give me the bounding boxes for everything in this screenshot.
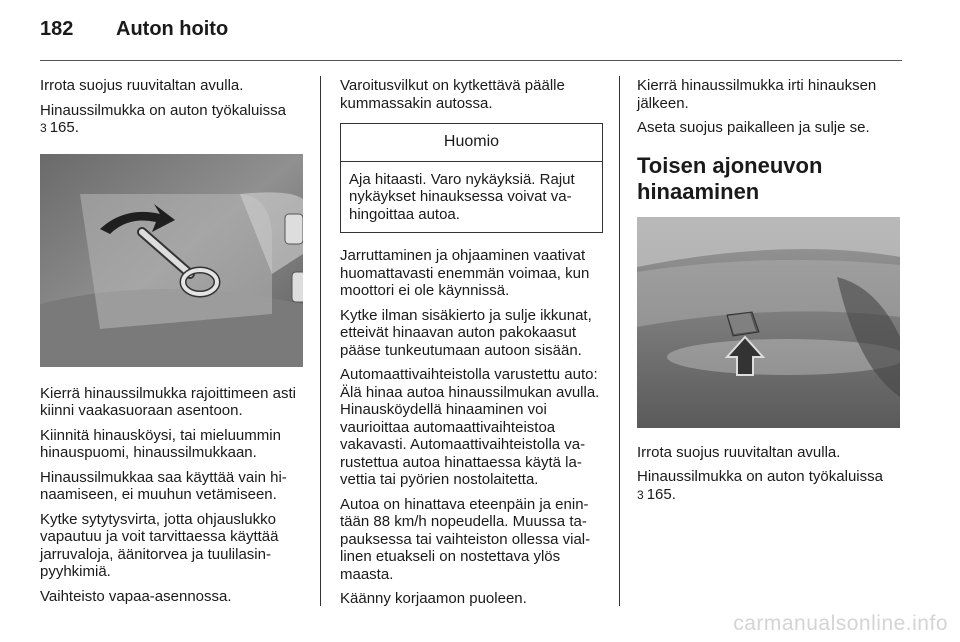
paragraph xyxy=(40,102,306,138)
paragraph: Kierrä hinaussilmukka irti hinauksen jälkeen. xyxy=(637,77,877,112)
notice-title: Huomio xyxy=(341,124,602,162)
paragraph: Irrota suojus ruuvitaltan avulla. xyxy=(40,77,244,94)
page-reference-link[interactable]: 165. xyxy=(49,119,79,136)
watermark: carmanualsonline.info xyxy=(733,612,948,635)
column-3 xyxy=(637,77,903,511)
paragraph-text: Hinaussilmukka on auton työkaluissa xyxy=(637,468,883,485)
column-divider-1 xyxy=(320,76,321,606)
paragraph: Kytke sytytysvirta, jotta ohjauslukko vapautuu ja voit tarvittaessa käyttää jarruvaloja, äänitorvea ja tuulilasin-pyyhkimiä. xyxy=(40,510,279,580)
paragraph: Varoitusvilkut on kytkettävä päälle kummassakin autossa. xyxy=(340,77,565,112)
page-reference-icon: 3 xyxy=(637,487,644,502)
notice-box xyxy=(340,123,603,233)
paragraph: Vaihteisto vapaa-asennossa. xyxy=(40,587,232,605)
paragraph xyxy=(637,468,903,504)
paragraph: Automaattivaihteistolla varustettu auto: Älä hinaa autoa hinaussilmukan avulla. Hinausköydellä hinaaminen voi vaurioittaa automaattivaihteistoa vakavasti. Automaattivaihteistolla va-rustettua autoa hinattaessa käytä la-vettia tai pyörien nostolaitetta. xyxy=(340,366,600,488)
paragraph: Käänny korjaamon puoleen. xyxy=(340,590,527,607)
paragraph: Irrota suojus ruuvitaltan avulla. xyxy=(637,443,841,461)
paragraph: Hinaussilmukkaa saa käyttää vain hi-naamiseen, ei muuhun vetämiseen. xyxy=(40,468,287,503)
tow-eye-illustration xyxy=(40,154,303,367)
page-reference-icon: 3 xyxy=(40,121,47,135)
paragraph: Kierrä hinaussilmukka rajoittimeen asti kiinni vaakasuoraan asentoon. xyxy=(40,384,296,419)
page-title: Auton hoito xyxy=(116,18,229,40)
page-reference-link[interactable]: 165. xyxy=(646,485,676,503)
paragraph: Jarruttaminen ja ohjaaminen vaativat huomattavasti enemmän voimaa, kun moottori ei ole käynnissä. xyxy=(340,247,590,299)
header-rule xyxy=(40,60,902,61)
column-1 xyxy=(40,77,306,612)
paragraph: Aseta suojus paikalleen ja sulje se. xyxy=(637,119,870,136)
paragraph-text: Hinaussilmukka on auton työkaluissa xyxy=(40,101,286,119)
rear-bumper-illustration xyxy=(637,217,900,428)
column-divider-2 xyxy=(619,76,620,606)
page-header xyxy=(40,18,228,48)
page-number: 182 xyxy=(40,18,74,40)
paragraph: Kytke ilman sisäkierto ja sulje ikkunat, etteivät hinaavan auton pakokaasut pääse tunkeutumaan autoon sisään. xyxy=(340,306,592,359)
section-heading: Toisen ajoneuvon hinaaminen xyxy=(637,152,823,204)
paragraph: Kiinnitä hinausköysi, tai mieluummin hinauspuomi, hinaussilmukkaan. xyxy=(40,426,281,461)
notice-body: Aja hitaasti. Varo nykäyksiä. Rajut nykäykset hinauksessa voivat va-hingoittaa autoa. xyxy=(349,170,575,223)
paragraph: Autoa on hinattava eteenpäin ja enin-tään 88 km/h nopeudella. Muussa ta-pauksessa tai vaihteiston ollessa vial-linen etuakseli on nostettava ylös maasta. xyxy=(340,495,591,583)
column-2 xyxy=(340,77,604,615)
